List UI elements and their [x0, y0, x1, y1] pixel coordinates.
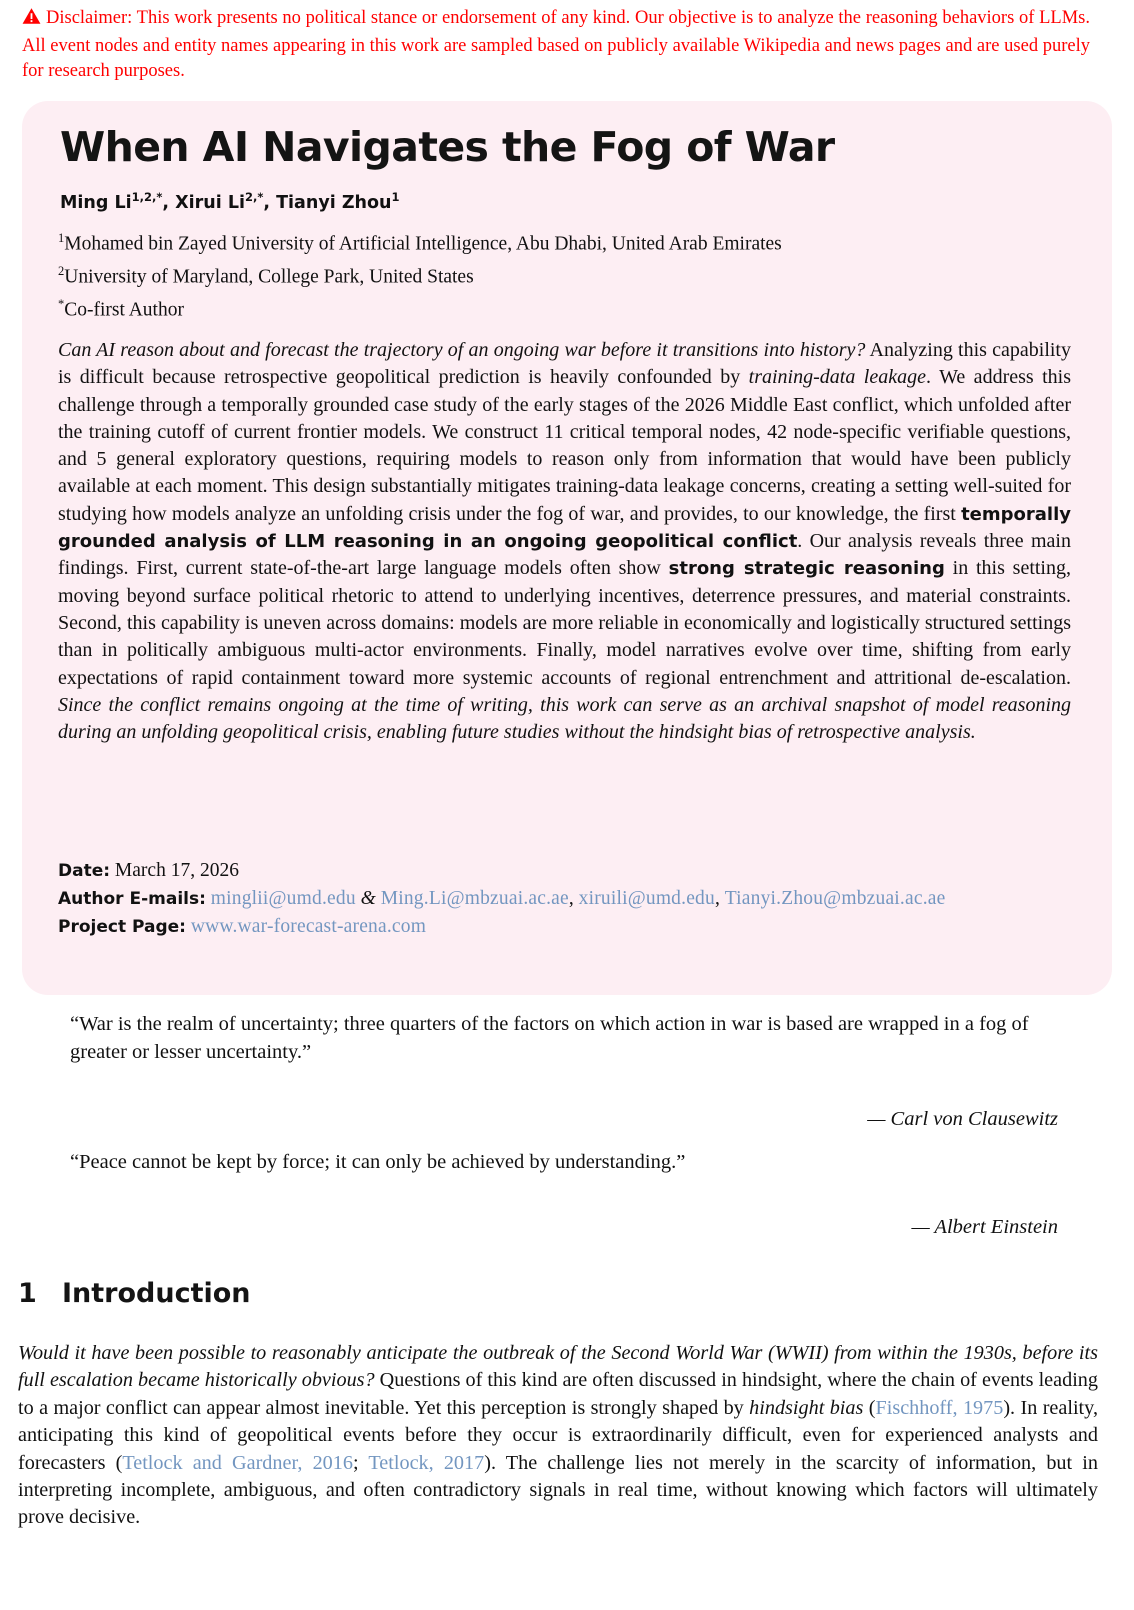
affiliation-list — [58, 225, 782, 324]
paper-metadata — [58, 857, 946, 941]
emails-label: Author E-mails: — [58, 889, 206, 909]
affiliation-text: Mohamed bin Zayed University of Artificial Intelligence, Abu Dhabi, United Arab Emirates — [64, 233, 782, 255]
abstract-highlight-1: temporally grounded analysis of LLM reasoning in an ongoing geopolitical conflict — [58, 503, 1071, 553]
affiliation-marker: 2 — [58, 264, 65, 278]
emails-separator-1: & — [355, 888, 381, 909]
project-page-link[interactable]: www.war-forecast-arena.com — [190, 916, 427, 937]
metadata-emails-row — [58, 885, 946, 913]
quote-text-clausewitz: “War is the realm of uncertainty; three quarters of the factors on which action in war is based are wrapped in a fog of greater or lesser uncertainty.” — [70, 1013, 1029, 1063]
metadata-date-row — [58, 857, 946, 885]
affiliation-marker: 1 — [58, 231, 65, 245]
date-label: Date: — [58, 861, 111, 881]
section-title: Introduction — [62, 1278, 251, 1309]
author-entry — [60, 190, 163, 213]
title-card — [22, 101, 1112, 995]
citation-link-tetlock-gardner[interactable]: Tetlock and Gardner, 2016 — [122, 1451, 353, 1474]
author-list: Ming $Li^{1,2,*}$, Xirui $Li^{2,*}$, Tianyi Zhou$^1$ — [60, 190, 400, 213]
affiliation-text: Co-first Author — [64, 299, 184, 321]
email-link-3[interactable]: xiruili@umd.edu — [578, 888, 715, 909]
email-link-2[interactable]: Ming.Li@mbzuai.ac.ae — [380, 888, 569, 909]
email-link-4[interactable]: Tianyi.Zhou@mbzuai.ac.ae — [724, 888, 946, 909]
metadata-project-row — [58, 913, 946, 941]
author-affil-marker: 2,* — [244, 190, 264, 204]
affiliation-marker: * — [58, 297, 65, 311]
affiliation-item — [58, 225, 782, 258]
citation-link-fischhoff[interactable]: Fischhoff, 1975 — [875, 1396, 1004, 1419]
affiliation-item — [58, 258, 782, 291]
abstract-tail-note: Since the conflict remains ongoing at the time of writing, this work can serve as an archival snapshot of model reasoning during an unfolding geopolitical crisis, enabling future studies without the hindsight bias of retrospective analysis. — [58, 693, 1071, 744]
abstract-lead-question: Can AI reason about and forecast the trajectory of an ongoing war before it transitions into history? — [58, 339, 866, 361]
affiliation-item — [58, 291, 782, 324]
author-name: Xirui Li — [175, 192, 245, 213]
date-value: March 17, 2026 — [114, 860, 239, 881]
author-name: Tianyi Zhou — [276, 192, 392, 213]
disclaimer-banner — [22, 6, 1090, 85]
quote-text-einstein: “Peace cannot be kept by force; it can only be achieved by understanding.” — [70, 1151, 686, 1173]
author-entry — [276, 190, 400, 213]
author-affil-marker: 1 — [391, 190, 400, 204]
introduction-paragraph: Would it have been possible to reasonably anticipate the outbreak of the Second World War (WWII) from within the 1930s, before its full escalation became historically obvious? Questions of this kind are often discussed in hindsight, where the chain of events leading to a major conflict can appear almost inevitable. Yet this perception is strongly shaped by hindsight bias (Fischhoff, 1975). In reality, anticipating this kind of geopolitical events before they occur is extraordinarily difficult, even for experienced analysts and forecasters (Tetlock and Gardner, 2016; Tetlock, 2017). The challenge lies not merely in the scarcity of information, but in interpreting incomplete, ambiguous, and often contradictory signals in real time, without knowing which factors will ultimately prove decisive. — [18, 1342, 1099, 1529]
section-number: 1 — [18, 1278, 37, 1309]
author-entry — [175, 190, 264, 213]
intro-lead-question: Would it have been possible to reasonably anticipate the outbreak of the Second World War (WWII) from within the 1930s, before its full escalation became historically obvious? — [18, 1342, 1098, 1392]
section-heading-introduction — [18, 1278, 251, 1309]
disclaimer-text: Disclaimer: This work presents no political stance or endorsement of any kind. Our objective is to analyze the reasoning behaviors of LLMs. All event nodes and entity names appearing in this work are sampled based on publicly available Wikipedia and news pages and are used purely for research purposes. — [22, 8, 1090, 81]
author-name: Ming Li — [60, 192, 132, 213]
page-title: When AI Navigates the Fog of War — [60, 123, 835, 171]
abstract-highlight-2: strong strategic reasoning — [668, 558, 945, 580]
author-affil-marker: 1,2,* — [131, 190, 163, 204]
quote-attribution-clausewitz: — Carl von Clausewitz — [867, 1108, 1058, 1130]
emails-separator-3: , — [714, 888, 725, 909]
email-link-1[interactable]: minglii@umd.edu — [210, 888, 356, 909]
emails-separator-2: , — [568, 888, 579, 909]
project-page-label: Project Page: — [58, 917, 186, 937]
citation-link-tetlock[interactable]: Tetlock, 2017 — [368, 1451, 485, 1474]
quote-attribution-einstein: — Albert Einstein — [911, 1216, 1058, 1238]
warning-triangle-icon — [22, 7, 41, 34]
abstract-text: Can AI reason about and forecast the trajectory of an ongoing war before it transitions into history? Analyzing this capability is difficult because retrospective geopolitical prediction is heavily confounded by training-data leakage. We address this challenge through a temporally grounded case study of the early stages of the 2026 Middle East conflict, which unfolded after the training cutoff of current frontier models. We construct 11 critical temporal nodes, 42 node-specific verifiable questions, and 5 general exploratory questions, requiring models to reason only from information that would have been publicly available at each moment. This design substantially mitigates training-data leakage concerns, creating a setting well-suited for studying how models analyze an unfolding crisis under the fog of war, and provides, to our knowledge, the first temporally grounded analysis of LLM reasoning in an ongoing geopolitical conflict. Our analysis reveals three main findings. First, current state-of-the-art large language models often show strong strategic reasoning in this setting, moving beyond surface political rhetoric to attend to underlying incentives, deterrence pressures, and material constraints. Second, this capability is uneven across domains: models are more reliable in economically and logistically structured settings than in politically ambiguous multi-actor environments. Finally, model narratives evolve over time, shifting from early expectations of rapid containment toward more systemic accounts of regional entrenchment and attritional de-escalation. Since the conflict remains ongoing at the time of writing, this work can serve as an archival snapshot of model reasoning during an unfolding geopolitical crisis, enabling future studies without the hindsight bias of retrospective analysis. — [58, 339, 1072, 744]
affiliation-text: University of Maryland, College Park, United States — [64, 266, 474, 288]
